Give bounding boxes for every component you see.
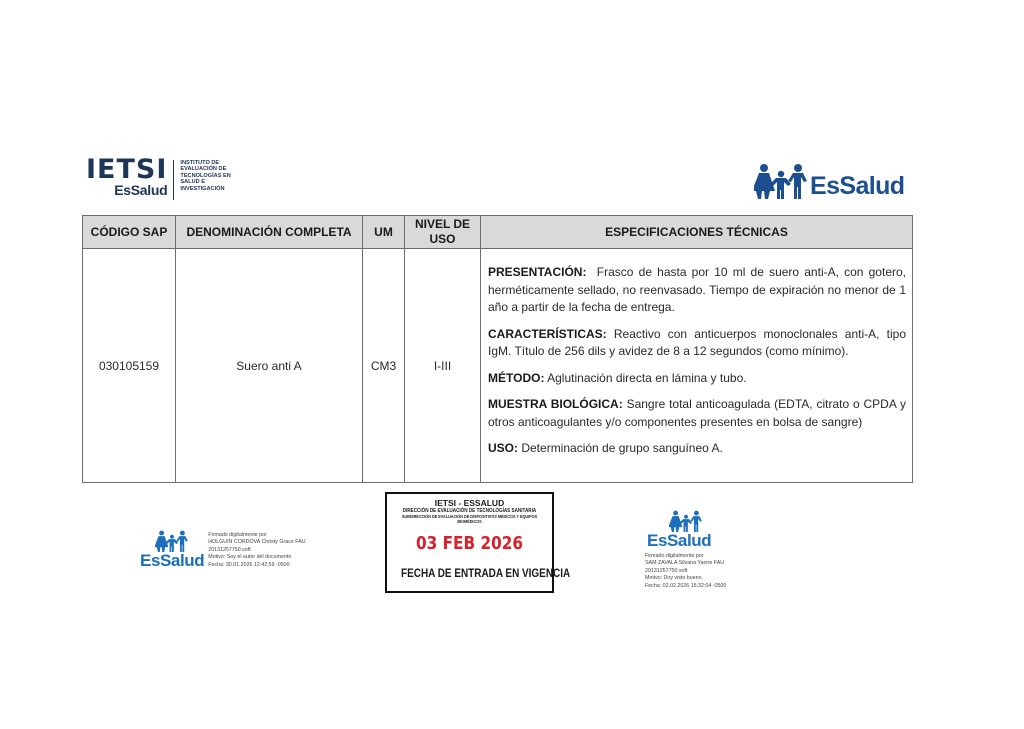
spec-metodo <box>488 370 906 388</box>
spec-text: Aglutinación directa en lámina y tubo. <box>547 370 747 385</box>
ietsi-institute-line: INVESTIGACIÓN <box>180 185 225 192</box>
essalud-wordmark: EsSalud <box>810 172 905 200</box>
ietsi-divider <box>173 160 174 200</box>
table-header-row <box>83 216 913 249</box>
digital-signature-right <box>645 510 726 590</box>
spec-muestra-biologica <box>488 396 906 431</box>
header-denominacion: DENOMINACIÓN COMPLETA <box>176 216 363 249</box>
ietsi-institute-name <box>180 157 242 192</box>
signature-line: 20131257750 soft <box>645 567 688 574</box>
spec-caracteristicas <box>488 326 906 361</box>
ietsi-institute-line: INSTITUTO DE <box>180 160 220 166</box>
header-especificaciones: ESPECIFICACIONES TÉCNICAS <box>481 216 913 249</box>
stamp-footer: FECHA DE ENTRADA EN VIGENCIA <box>401 566 571 580</box>
ietsi-acronym: IETSI <box>86 154 168 185</box>
spec-label: PRESENTACIÓN: <box>488 265 587 279</box>
family-icon <box>155 530 189 552</box>
spec-label: USO: <box>488 441 518 455</box>
signature-line: Motivo: Soy el autor del documento <box>208 554 292 561</box>
digital-signature-left <box>140 530 306 570</box>
signature-line: HOLGUIN CORDOVA Christy Grace FAU <box>208 539 306 546</box>
table-row <box>83 249 913 483</box>
family-icon <box>754 163 808 199</box>
signature-line: Firmado digitalmente por <box>208 532 267 538</box>
ietsi-logo <box>86 154 242 200</box>
spec-text: Sangre total anticoagulada (EDTA, citrato o CPDA y otros anticoagulantes y/o componentes presentes en bolsa de sangre) <box>488 397 906 429</box>
signature-line: Motivo: Doy visto bueno. <box>645 575 703 582</box>
essalud-signature-logo <box>647 510 712 550</box>
spec-text: Reactivo con anticuerpos monoclonales anti-A, tipo IgM. Título de 256 dils y avidez de 8 a 12 segundos (como mínimo). <box>488 326 906 358</box>
spec-text: Determinación de grupo sanguíneo A. <box>521 441 723 455</box>
spec-text: Frasco de hasta por 10 ml de suero anti-A, con gotero, herméticamente sellado, no reenvasado. Tiempo de expiración no menor de 1 año a partir de la fecha de entrega. <box>488 265 906 314</box>
ietsi-institute-line: TECNOLOGÍAS EN <box>180 172 231 179</box>
signature-details <box>645 553 726 590</box>
essalud-wordmark: EsSalud <box>647 531 712 550</box>
signature-line: Fecha: 30.01.2026 12:42:59 -0500 <box>208 561 290 568</box>
stamp-subdirection: SUBDIRECCIÓN DE EVALUACIÓN DE DISPOSITIVOS MÉDICOS Y EQUIPOS BIOMÉDICOS <box>401 514 538 524</box>
stamp-direction: DIRECCIÓN DE EVALUACIÓN DE TECNOLOGÍAS SANITARIA <box>402 508 537 514</box>
spec-label: MUESTRA BIOLÓGICA: <box>488 397 623 411</box>
ietsi-subname: EsSalud <box>114 182 168 198</box>
ietsi-institute-line: EVALUACIÓN DE <box>180 166 227 173</box>
spec-uso <box>488 440 906 458</box>
family-icon <box>669 510 703 532</box>
cell-codigo-sap: 030105159 <box>83 249 176 483</box>
header-codigo-sap: CÓDIGO SAP <box>83 216 176 249</box>
spec-label: CARACTERÍSTICAS: <box>488 326 607 341</box>
spec-presentacion <box>488 264 906 317</box>
cell-nivel-de-uso: I-III <box>405 249 481 483</box>
signature-line: Firmado digitalmente por <box>645 553 704 559</box>
cell-um: CM3 <box>363 249 405 483</box>
header-um: UM <box>363 216 405 249</box>
stamp-date: 03 FEB 2026 <box>415 533 524 554</box>
cell-denominacion: Suero anti A <box>176 249 363 483</box>
essalud-signature-logo <box>140 530 204 570</box>
validity-stamp <box>385 492 571 593</box>
header-nivel-de-uso: NIVEL DE USO <box>405 216 481 249</box>
essalud-wordmark: EsSalud <box>140 551 205 570</box>
signature-line: Fecha: 02.02.2026 15:32:04 -0500 <box>645 582 727 589</box>
cell-especificaciones <box>481 249 913 483</box>
signature-line: 20131257750 soft <box>208 546 251 553</box>
essalud-logo <box>754 163 904 199</box>
signature-line: SAM ZAVALA Silvana Yanire FAU <box>645 560 725 567</box>
signature-details <box>208 532 305 569</box>
spec-label: MÉTODO: <box>488 370 545 385</box>
stamp-title: IETSI - ESSALUD <box>434 498 505 508</box>
ietsi-institute-line: SALUD E <box>180 179 205 186</box>
specification-table <box>82 215 913 483</box>
